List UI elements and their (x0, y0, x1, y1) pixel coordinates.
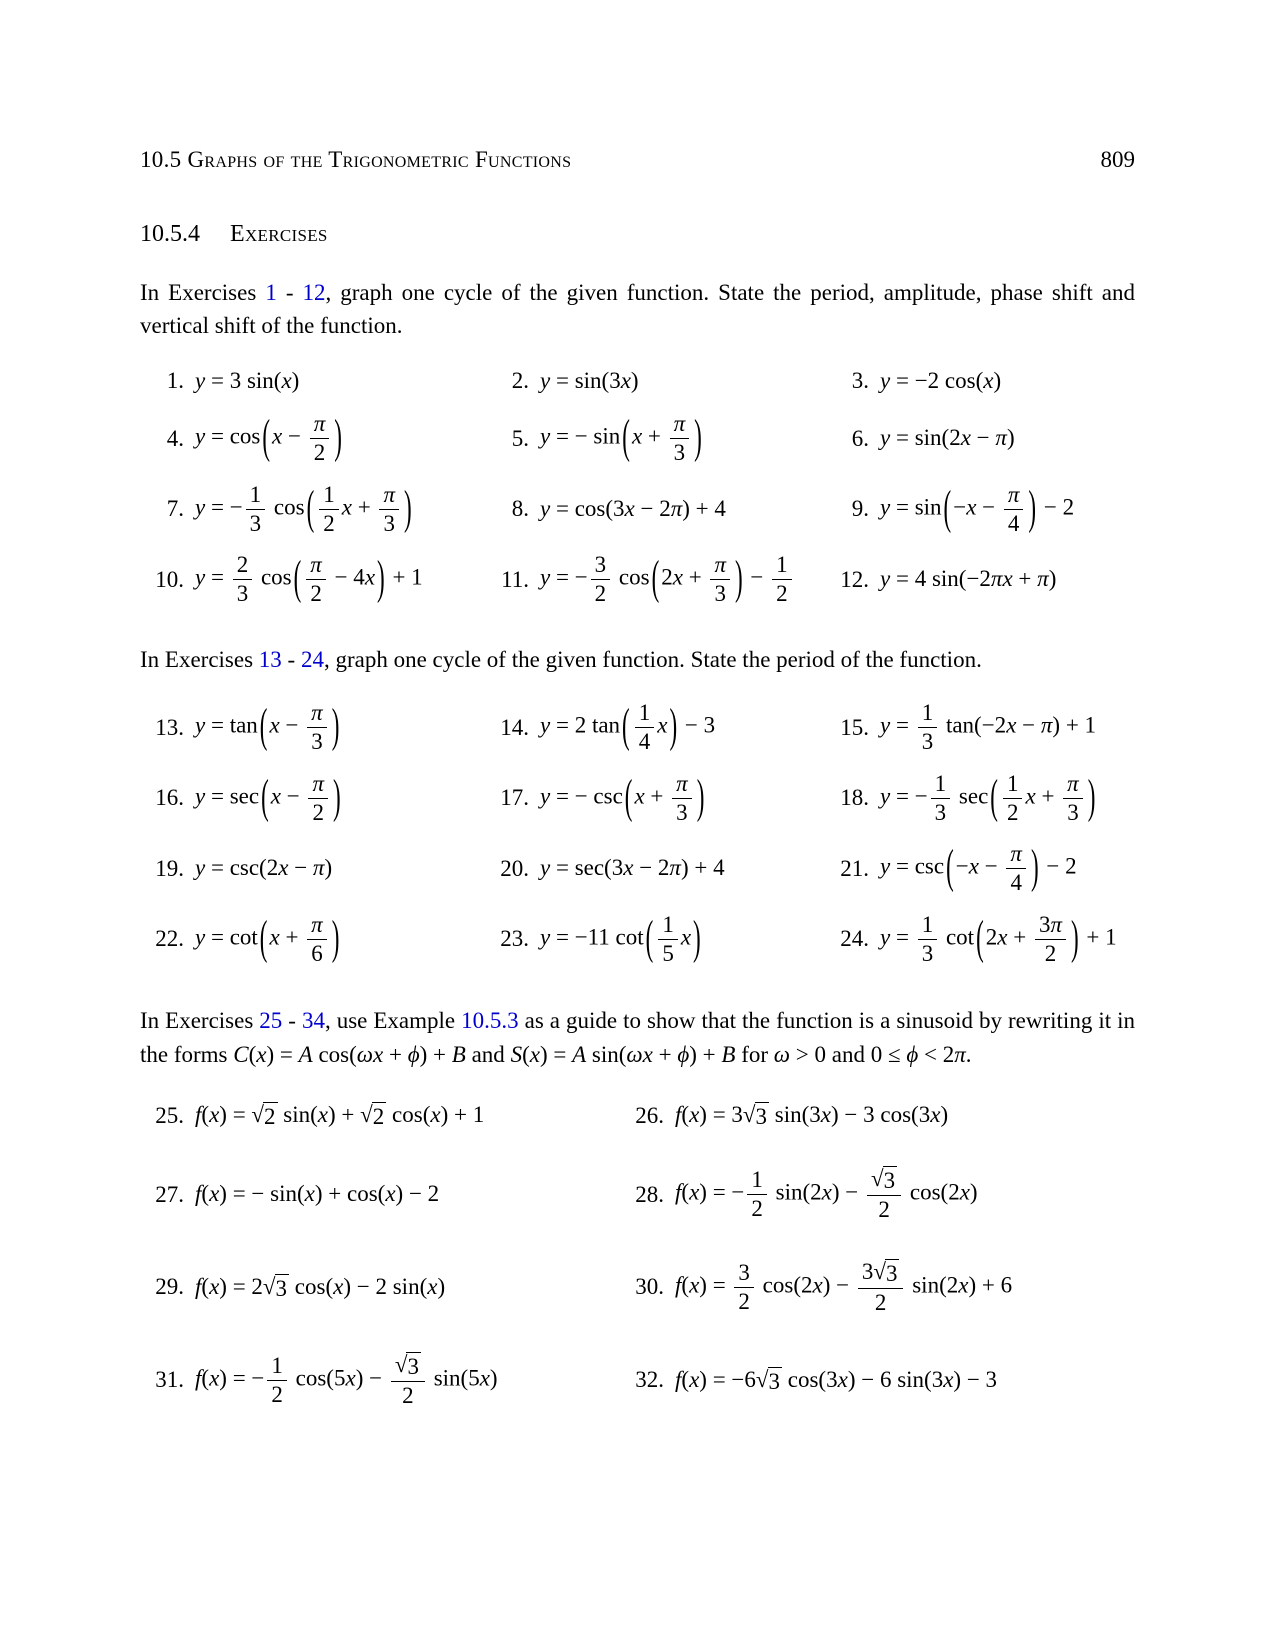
radical: √ 2 (360, 1101, 385, 1129)
fraction: $\frac{\pi}{3}$ (1063, 771, 1083, 826)
section-heading (140, 221, 1135, 248)
fraction: √ 3 2 (867, 1166, 901, 1223)
fraction: $\frac{1}{5}$ (658, 912, 678, 967)
exercise-formula: y = tan(x − $\frac{\pi}{3}$ ) (195, 700, 340, 755)
exercise-5 (497, 411, 837, 466)
exercise-25 (152, 1101, 632, 1130)
exercise-number: 1. (166, 368, 184, 394)
exercise-30 (632, 1259, 1135, 1316)
exercise-26 (632, 1101, 1135, 1130)
fraction: √ 3 2 (391, 1352, 425, 1409)
fraction: $\frac{1}{2}$ (747, 1167, 767, 1222)
exercise-18 (837, 771, 1135, 826)
fraction: $\frac{1}{2}$ (772, 552, 792, 607)
fraction: $\frac{1}{3}$ (931, 771, 951, 826)
fraction: $\frac{\pi}{3}$ (670, 411, 690, 466)
exercise-number: 32. (635, 1367, 664, 1393)
exercise-number: 30. (635, 1274, 664, 1300)
exercise-formula: f(x) = √ 2 sin(x) + √ 2 cos(x) + 1 (195, 1101, 485, 1129)
fraction: $\frac{\pi}{2}$ (308, 771, 328, 826)
page-header (140, 147, 1135, 173)
fraction: $\frac{\pi}{6}$ (307, 912, 327, 967)
inline-math: ω > 0 (773, 1041, 827, 1067)
exercise-10 (152, 552, 497, 607)
exercise-number: 15. (840, 714, 869, 740)
exercise-formula: f(x) = 3 √ 3 sin(3x) − 3 cos(3x) (675, 1101, 949, 1129)
link-1[interactable]: 1 (265, 280, 277, 305)
exercise-1 (152, 367, 497, 396)
exercise-number: 18. (840, 785, 869, 811)
fraction: $\frac{1}{3}$ (918, 700, 938, 755)
exercise-formula: y = −2 cos(x) (880, 367, 1002, 393)
exercise-23 (497, 912, 837, 967)
radical: √ 3 (755, 1366, 781, 1394)
exercise-formula: y = sin(3x) (540, 367, 639, 393)
exercise-number: 5. (511, 425, 529, 451)
exercise-6 (837, 424, 1135, 453)
exercise-formula: y = sin(−x − $\frac{\pi}{4}$ ) − 2 (880, 481, 1075, 536)
inline-math: S(x) = A sin(ωx + ϕ) + B (510, 1041, 736, 1067)
exercise-12 (837, 565, 1135, 594)
exercise-formula: y = − sin(x + $\frac{\pi}{3}$ ) (540, 411, 702, 466)
exercise-number: 2. (511, 368, 529, 394)
exercise-formula: y = cos(3x − 2π) + 4 (540, 495, 726, 521)
exercise-number: 28. (635, 1181, 664, 1207)
exercise-formula: y = cos(x − $\frac{\pi}{2}$ ) (195, 411, 342, 466)
exercise-formula: y = − csc(x + $\frac{\pi}{3}$ ) (540, 770, 705, 825)
radical: √ 3 (871, 1166, 896, 1194)
section-number: 10.5.4 (140, 221, 200, 247)
exercise-number: 9. (851, 496, 869, 522)
fraction: $\frac{\pi}{3}$ (379, 482, 399, 537)
exercise-22 (152, 912, 497, 967)
exercise-16 (152, 771, 497, 826)
exercise-17 (497, 771, 837, 826)
exercise-formula: y = csc(−x − $\frac{\pi}{4}$ ) − 2 (880, 841, 1077, 896)
radical: √ 3 (262, 1273, 288, 1301)
exercise-number: 6. (851, 425, 869, 451)
exercise-number: 13. (155, 714, 184, 740)
exercise-number: 3. (851, 368, 869, 394)
exercise-formula: y = 4 sin(−2πx + π) (880, 566, 1057, 592)
exercise-formula: y = cot(x + $\frac{\pi}{6}$ ) (195, 911, 340, 966)
link-13[interactable]: 13 (258, 646, 282, 672)
exercise-number: 8. (511, 496, 529, 522)
exercise-11 (497, 552, 837, 607)
fraction: $\frac{\pi}{2}$ (310, 411, 330, 466)
exercise-number: 17. (500, 785, 529, 811)
exercise-formula: f(x) = 2 √ 3 cos(x) − 2 sin(x) (195, 1273, 446, 1301)
exercise-number: 11. (501, 566, 529, 592)
exercise-number: 31. (155, 1367, 184, 1393)
exercise-4 (152, 411, 497, 466)
exercise-number: 21. (840, 855, 869, 881)
exercise-formula: y = − $\frac{1}{3}$ cos( $\frac{1}{2}$ x + $\frac{\pi}{3}$ ) (195, 481, 412, 536)
exercise-29 (152, 1273, 632, 1302)
exercise-grid-1-12 (152, 367, 1135, 607)
fraction: $\frac{1}{2}$ (319, 482, 339, 537)
fraction: $\frac{1}{2}$ (267, 1353, 287, 1408)
running-head: 10.5 Graphs of the Trigonometric Functions (140, 147, 572, 172)
exercise-7 (152, 482, 497, 537)
exercise-formula: f(x) = −6 √ 3 cos(3x) − 6 sin(3x) − 3 (675, 1366, 998, 1394)
radical: √ 3 (394, 1351, 419, 1379)
link-25[interactable]: 25 (259, 1008, 283, 1034)
fraction: $\frac{1}{4}$ (635, 700, 655, 755)
exercise-20 (497, 854, 837, 883)
exercise-number: 24. (840, 926, 869, 952)
exercise-3 (837, 367, 1135, 396)
exercise-number: 7. (166, 496, 184, 522)
radical: √ 3 (873, 1258, 898, 1286)
exercise-21 (837, 841, 1135, 896)
exercise-formula: y = − $\frac{1}{3}$ sec( $\frac{1}{2}$ x + $\frac{\pi}{3}$ ) (880, 770, 1096, 825)
exercise-formula: y = sec(x − $\frac{\pi}{2}$ ) (195, 770, 341, 825)
radical: √ 2 (251, 1101, 276, 1129)
exercise-formula: y = $\frac{1}{3}$ cot(2x + $\frac{3\pi}{2}$ ) + 1 (880, 911, 1117, 966)
fraction: $\frac{2}{3}$ (233, 552, 253, 607)
exercise-number: 4. (166, 425, 184, 451)
exercise-number: 23. (500, 926, 529, 952)
exercise-formula: y = $\frac{1}{3}$ tan(−2x − π) + 1 (880, 700, 1097, 755)
fraction: $\frac{3\pi}{2}$ (1035, 912, 1066, 967)
exercise-8 (497, 495, 837, 524)
fraction: $\frac{\pi}{4}$ (1004, 482, 1024, 537)
exercise-grid-25-32 (152, 1101, 1135, 1409)
exercise-number: 16. (155, 785, 184, 811)
exercise-formula: y = 2 tan( $\frac{1}{4}$ x) − 3 (540, 700, 716, 755)
exercise-formula: y = − $\frac{3}{2}$ cos(2x + $\frac{\pi}{3}$ ) − $\frac{1}{2}$ (540, 552, 795, 607)
fraction: $\frac{3}{2}$ (591, 552, 611, 607)
fraction: 3 √ 3 2 (858, 1259, 904, 1316)
radical: √ 3 (742, 1101, 768, 1129)
exercise-number: 29. (155, 1274, 184, 1300)
page-number: 809 (1100, 147, 1135, 172)
exercise-28 (632, 1166, 1135, 1223)
exercise-formula: f(x) = − $\frac{1}{2}$ sin(2x) − √ 3 2 cos(2x) (675, 1166, 978, 1223)
fraction: $\frac{\pi}{3}$ (672, 771, 692, 826)
fraction: $\frac{\pi}{4}$ (1006, 841, 1026, 896)
exercise-32 (632, 1366, 1135, 1395)
exercise-19 (152, 854, 497, 883)
inline-math: C(x) = A cos(ωx + ϕ) + B (233, 1041, 466, 1067)
fraction: $\frac{1}{2}$ (1003, 771, 1023, 826)
intro-paragraph-3: In Exercises 25 - 34, use Example 10.5.3 as a guide to show that the function is a sinusoid by rewriting it in the forms C(x) = A cos(ωx + ϕ) + B and S(x) = A sin(ωx + ϕ) + B for ω > 0 and 0 ≤ ϕ < 2π. (140, 1008, 1135, 1067)
exercise-formula: y = sec(3x − 2π) + 4 (540, 855, 725, 881)
exercise-number: 19. (155, 855, 184, 881)
exercise-formula: y = $\frac{2}{3}$ cos( $\frac{\pi}{2}$ − 4x) + 1 (195, 552, 423, 607)
exercise-number: 25. (155, 1102, 184, 1128)
link-12[interactable]: 12 (302, 280, 326, 305)
exercise-31 (152, 1352, 632, 1409)
exercise-number: 14. (500, 714, 529, 740)
exercise-24 (837, 912, 1135, 967)
exercise-number: 10. (155, 566, 184, 592)
fraction: $\frac{\pi}{3}$ (307, 700, 327, 755)
link-10.5.3[interactable]: 10.5.3 (461, 1008, 519, 1034)
intro-paragraph-1: In Exercises 1 - 12, graph one cycle of the given function. State the period, amplitude, phase shift and vertical shift of the function. (140, 280, 1135, 339)
link-24[interactable]: 24 (300, 646, 324, 672)
link-34[interactable]: 34 (301, 1008, 325, 1034)
exercise-14 (497, 700, 837, 755)
exercise-number: 22. (155, 926, 184, 952)
fraction: $\frac{1}{3}$ (246, 482, 266, 537)
exercise-number: 26. (635, 1102, 664, 1128)
fraction: $\frac{1}{3}$ (918, 912, 938, 967)
exercise-13 (152, 700, 497, 755)
exercise-formula: y = sin(2x − π) (880, 425, 1015, 451)
section-title: Exercises (230, 221, 328, 247)
exercise-formula: y = −11 cot( $\frac{1}{5}$ x) (540, 911, 701, 966)
exercise-9 (837, 482, 1135, 537)
fraction: $\frac{\pi}{2}$ (306, 552, 326, 607)
exercise-number: 27. (155, 1181, 184, 1207)
fraction: $\frac{\pi}{3}$ (710, 552, 730, 607)
exercise-formula: y = 3 sin(x) (195, 367, 300, 393)
exercise-formula: f(x) = − $\frac{1}{2}$ cos(5x) − √ 3 2 sin(5x) (195, 1351, 498, 1408)
exercise-formula: f(x) = $\frac{3}{2}$ cos(2x) − 3 √ 3 2 sin(2x) + 6 (675, 1258, 1013, 1316)
inline-math: 0 ≤ ϕ < 2π (870, 1041, 966, 1067)
exercise-formula: f(x) = − sin(x) + cos(x) − 2 (195, 1181, 440, 1207)
exercise-2 (497, 367, 837, 396)
exercise-formula: y = csc(2x − π) (195, 855, 333, 881)
exercise-27 (152, 1180, 632, 1209)
fraction: $\frac{3}{2}$ (734, 1260, 754, 1315)
exercise-number: 20. (500, 855, 529, 881)
exercise-number: 12. (840, 566, 869, 592)
intro-paragraph-2: In Exercises 13 - 24, graph one cycle of the given function. State the period of the function. (140, 646, 982, 672)
exercise-grid-13-24 (152, 700, 1135, 966)
exercise-15 (837, 700, 1135, 755)
